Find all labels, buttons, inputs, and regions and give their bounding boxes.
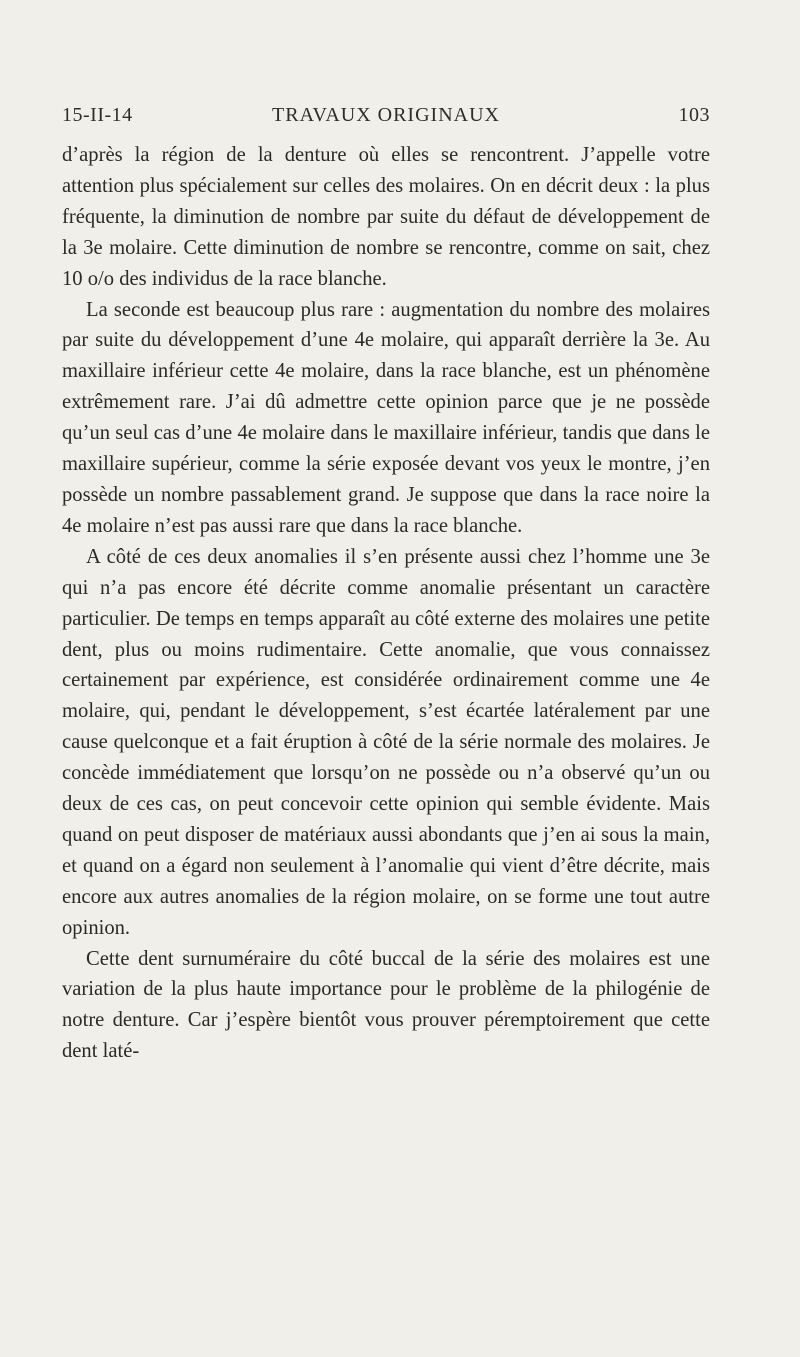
body-text	[62, 140, 710, 1067]
header-date: 15-II-14	[62, 104, 133, 126]
page-number: 103	[678, 104, 710, 126]
running-header	[62, 104, 710, 136]
paragraph-3: A côté de ces deux anomalies il s’en présente aussi chez l’homme une 3e qui n’a pas encore été décrite comme anomalie présentant un caractère particulier. De temps en temps apparaît au côté externe des molaires une petite dent, plus ou moins rudimentaire. Cette anomalie, que vous connaissez certainement par expérience, est considérée ordinairement comme une 4e molaire, qui, pendant le développement, s’est écartée latéralement par une cause quelconque et a fait éruption à côté de la série normale des molaires. Je concède immédiatement que lorsqu’on ne possède ou n’a observé qu’un ou deux de ces cas, on peut concevoir cette opinion qui semble évidente. Mais quand on peut disposer de matériaux aussi abondants que j’en ai sous la main, et quand on a égard non seulement à l’anomalie qui vient d’être décrite, mais encore aux autres anomalies de la région molaire, on se forme une tout autre opinion.	[62, 545, 710, 939]
paragraph-1: d’après la région de la denture où elles se rencontrent. J’appelle votre attention plus spécialement sur celles des molaires. On en décrit deux : la plus fréquente, la diminution de nombre par suite du défaut de développement de la 3e molaire. Cette diminution de nombre se rencontre, comme on sait, chez 10 o/o des individus de la race blanche.	[62, 144, 710, 290]
paragraph-4: Cette dent surnuméraire du côté buccal de la série des molaires est une variation de la plus haute importance pour le problème de la philogénie de notre denture. Car j’espère bientôt vous prouver péremptoirement que cette dent laté-	[62, 947, 710, 1063]
header-title: TRAVAUX ORIGINAUX	[272, 104, 500, 126]
paragraph-2: La seconde est beaucoup plus rare : augmentation du nombre des molaires par suite du développement d’une 4e molaire, qui apparaît derrière la 3e. Au maxillaire inférieur cette 4e molaire, dans la race blanche, est un phénomène extrêmement rare. J’ai dû admettre cette opinion parce que je ne possède qu’un seul cas d’une 4e molaire dans le maxillaire inférieur, tandis que dans le maxillaire supérieur, comme la série exposée devant vos yeux le montre, j’en possède un nombre passablement grand. Je suppose que dans la race noire la 4e molaire n’est pas aussi rare que dans la race blanche.	[62, 298, 710, 537]
